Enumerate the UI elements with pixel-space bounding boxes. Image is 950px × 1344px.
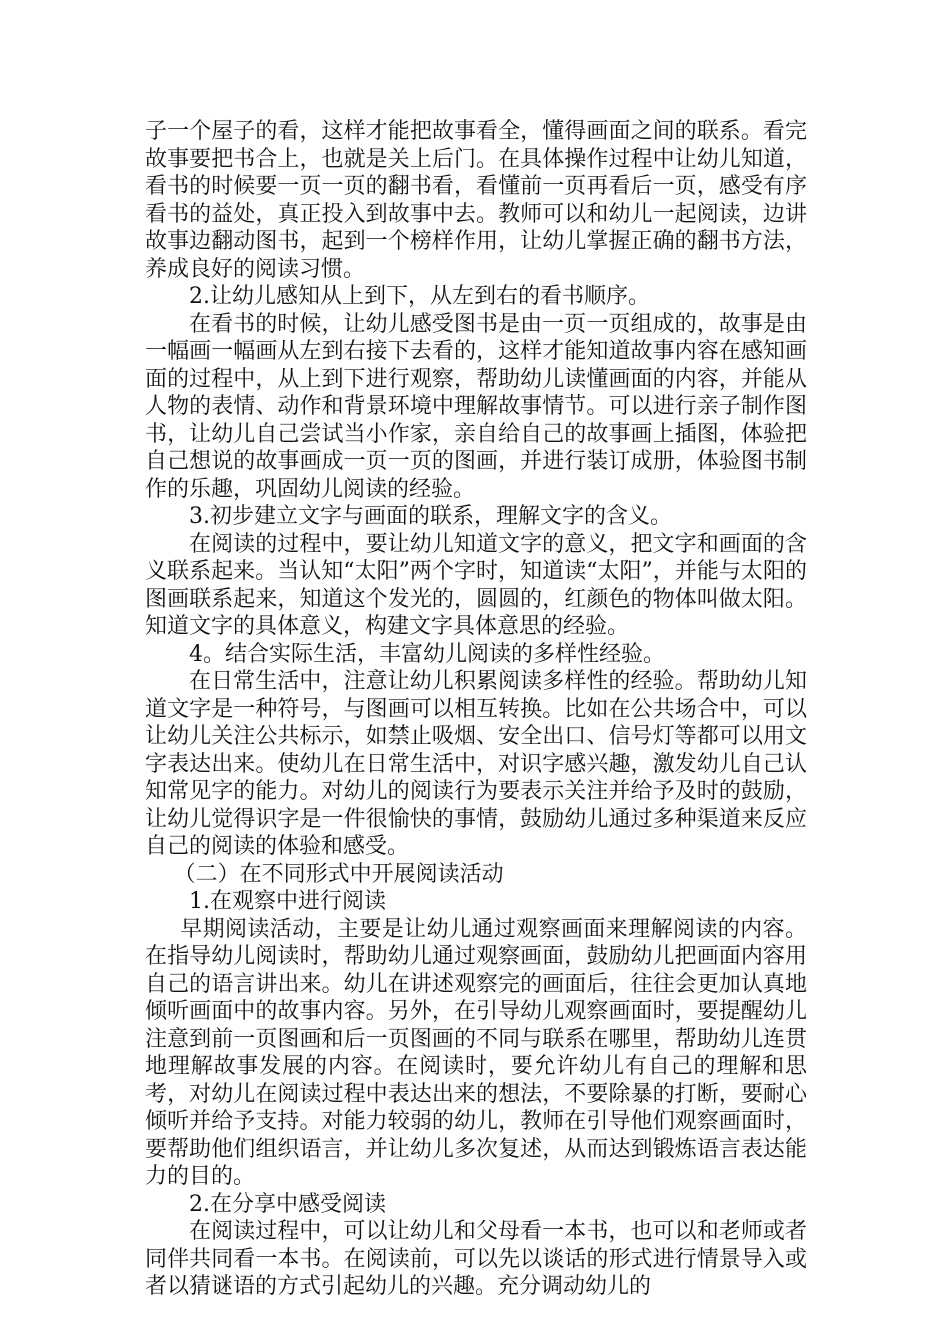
paragraph-text-image-link: 在阅读的过程中，要让幼儿知道文字的意义，把文字和画面的含义联系起来。当认知“太阳”两个字时，知道读“太阳”，并能与太阳的图画联系起来，知道这个发光的，圆圆的，红颜色的物体叫做太阳。知道文字的具体意义，构建文字具体意思的经验。 (145, 531, 807, 639)
subheading-sharing: 2.在分享中感受阅读 (189, 1191, 386, 1217)
section-heading-2: （二）在不同形式中开展阅读活动 (173, 861, 504, 887)
paragraph-continuation: 子一个屋子的看，这样才能把故事看全，懂得画面之间的联系。看完故事要把书合上，也就是关上后门。在具体操作过程中让幼儿知道，看书的时候要一页一页的翻书看，看懂前一页再看后一页，感受有序看书的益处，真正投入到故事中去。教师可以和幼儿一起阅读，边讲故事边翻动图书，起到一个榜样作用，让幼儿掌握正确的翻书方法，养成良好的阅读习惯。 (145, 119, 807, 282)
heading-item-2: 2.让幼儿感知从上到下，从左到右的看书顺序。 (189, 284, 650, 309)
subheading-observation: 1.在观察中进行阅读 (189, 889, 386, 914)
paragraph-observation: 早期阅读活动，主要是让幼儿通过观察画面来理解阅读的内容。在指导幼儿阅读时，帮助幼儿通过观察画面，鼓励幼儿把画面内容用自己的语言讲出来。幼儿在讲述观察完的画面后，往往会更加认真地倾听画面中的故事内容。另外，在引导幼儿观察画面时，要提醒幼儿注意到前一页图画和后一页图画的不同与联系在哪里，帮助幼儿连贯地理解故事发展的内容。在阅读时，要允许幼儿有自己的理解和思考，对幼儿在阅读过程中表达出来的想法，不要除暴的打断，要耐心倾听并给予支持。对能力较弱的幼儿，教师在引导他们观察画面时，要帮助他们组织语言，并让幼儿多次复述，从而达到锻炼语言表达能力的目的。 (145, 916, 807, 1189)
paragraph-daily-life: 在日常生活中，注意让幼儿积累阅读多样性的经验。帮助幼儿知道文字是一种符号，与图画可以相互转换。比如在公共场合中，可以让幼儿关注公共标示，如禁止吸烟、安全出口、信号灯等都可以用文字表达出来。使幼儿在日常生活中，对识字感兴趣，激发幼儿自己认知常见字的能力。对幼儿的阅读行为要表示关注并给予及时的鼓励，让幼儿觉得识字是一件很愉快的事情，鼓励幼儿通过多种渠道来反应自己的阅读的体验和感受。 (145, 669, 807, 859)
heading-item-3: 3.初步建立文字与画面的联系，理解文字的含义。 (189, 504, 672, 529)
paragraph-sharing: 在阅读过程中，可以让幼儿和父母看一本书，也可以和老师或者同伴共同看一本书。在阅读前，可以先以谈话的形式进行情景导入或者以猜谜语的方式引起幼儿的兴趣。充分调动幼儿的 (145, 1219, 807, 1299)
paragraph-reading-order: 在看书的时候，让幼儿感受图书是由一页一页组成的，故事是由一幅画一幅画从左到右接下去看的，这样才能知道故事内容在感知画面的过程中，从上到下进行观察，帮助幼儿读懂画面的内容，并能从人物的表情、动作和背景环境中理解故事情节。可以进行亲子制作图书，让幼儿自己尝试当小作家，亲自给自己的故事画上插图，体验把自己想说的故事画成一页一页的图画，并进行装订成册，体验图书制作的乐趣，巩固幼儿阅读的经验。 (145, 311, 807, 502)
heading-item-4: 4。结合实际生活，丰富幼儿阅读的多样性经验。 (189, 641, 665, 667)
document-page (145, 118, 807, 1301)
